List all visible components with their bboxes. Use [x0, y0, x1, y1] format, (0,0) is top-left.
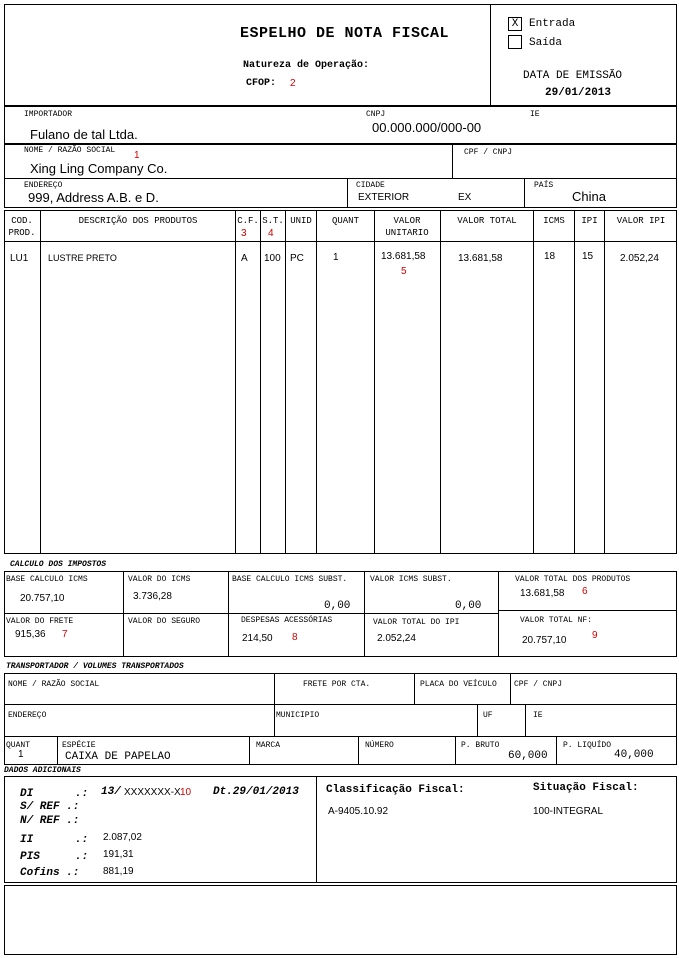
importador-label: IMPORTADOR — [24, 110, 73, 119]
sit-fiscal-value: 100-INTEGRAL — [533, 806, 604, 817]
col-divider-4 — [285, 210, 286, 554]
row-valor-ipi: 2.052,24 — [620, 253, 659, 264]
cidade-pais-divider — [524, 178, 525, 208]
endereco-label: ENDEREÇO — [24, 181, 63, 190]
transp-col-divider-11 — [556, 736, 557, 765]
row-descricao: LUSTRE PRETO — [48, 253, 117, 263]
col-divider-9 — [574, 210, 575, 554]
cfop-label: CFOP: — [246, 78, 277, 89]
endereco-value: 999, Address A.B. e D. — [28, 190, 159, 205]
di-label: DI — [20, 788, 34, 800]
ii-label: II — [20, 834, 34, 846]
transp-placa-label: PLACA DO VEÍCULO — [420, 680, 497, 689]
row-ipi: 15 — [582, 251, 594, 262]
seguro-label: VALOR DO SEGURO — [128, 617, 201, 626]
pis-colon: .: — [75, 851, 89, 863]
transp-col-divider-7 — [57, 736, 58, 765]
marker-3: 3 — [241, 228, 247, 239]
total-produtos-value: 13.681,58 — [520, 588, 565, 599]
col-divider-10 — [604, 210, 605, 554]
row-icms: 18 — [544, 251, 556, 262]
nome-value: Xing Ling Company Co. — [30, 161, 168, 176]
despesas-label: DESPESAS ACESSÓRIAS — [241, 616, 333, 625]
transp-col-divider-9 — [358, 736, 359, 765]
header-unid: UNID — [290, 216, 312, 226]
adicionais-section-title: DADOS ADICIONAIS — [4, 766, 81, 775]
data-emissao-label: DATA DE EMISSÃO — [523, 70, 623, 82]
natureza-label: Natureza de Operação: — [243, 60, 370, 71]
destinatario-row-divider — [4, 178, 677, 179]
impostos-col-divider-4 — [498, 571, 499, 657]
document-title: ESPELHO DE NOTA FISCAL — [240, 25, 450, 42]
transp-col-divider-2 — [414, 673, 415, 704]
col-divider-5 — [316, 210, 317, 554]
marker-10: 10 — [180, 787, 192, 798]
valor-icms-label: VALOR DO ICMS — [128, 575, 191, 584]
frete-value: 915,36 — [15, 629, 46, 640]
header-ipi: IPI — [581, 216, 598, 226]
di-date: Dt.29/01/2013 — [213, 786, 299, 798]
ii-value: 2.087,02 — [103, 832, 142, 843]
di-value: XXXXXXX-X — [124, 787, 181, 798]
pais-value: China — [572, 189, 606, 204]
sit-fiscal-label: Situação Fiscal: — [533, 782, 639, 794]
header-divider — [490, 4, 491, 106]
col-divider-2 — [235, 210, 236, 554]
marker-9: 9 — [592, 630, 598, 641]
marker-1: 1 — [134, 150, 140, 161]
col-divider-7 — [440, 210, 441, 554]
row-unid: PC — [290, 253, 304, 264]
cnpj-value: 00.000.000/000-00 — [372, 120, 482, 135]
bottom-notes-box — [4, 885, 677, 955]
marker-8: 8 — [292, 632, 298, 643]
base-icms-value: 20.757,10 — [20, 593, 65, 604]
header-quant: QUANT — [331, 216, 359, 226]
cofins-value: 881,19 — [103, 866, 134, 877]
header-cod: COD. PROD. — [8, 216, 36, 238]
transp-peso-liquido-label: P. LIQUÍDO — [563, 741, 612, 750]
transp-col-divider-1 — [274, 673, 275, 704]
transp-uf-label: UF — [483, 711, 493, 720]
transp-col-divider-8 — [249, 736, 250, 765]
cofins-label: Cofins .: — [20, 867, 80, 879]
transp-especie-label: ESPÉCIE — [62, 741, 96, 750]
transp-col-divider-6 — [525, 704, 526, 736]
transp-peso-bruto-label: P. BRUTO — [461, 741, 500, 750]
col-divider-8 — [533, 210, 534, 554]
nome-cpf-divider — [452, 144, 453, 178]
ii-colon: .: — [75, 834, 89, 846]
transp-municipio-label: MUNICIPIO — [276, 711, 320, 720]
header-descricao: DESCRIÇÃO DOS PRODUTOS — [78, 216, 198, 226]
transp-col-divider-10 — [455, 736, 456, 765]
di-prefix: 13/ — [101, 786, 121, 798]
transp-quant-label: QUANT — [6, 741, 31, 750]
transp-frete-label: FRETE POR CTA. — [303, 680, 371, 689]
marker-7: 7 — [62, 629, 68, 640]
base-icms-label: BASE CALCULO ICMS — [6, 575, 88, 584]
row-cod: LU1 — [10, 253, 29, 264]
valor-icms-value: 3.736,28 — [133, 591, 172, 602]
nome-label: NOME / RAZÃO SOCIAL — [24, 146, 116, 155]
total-ipi-value: 2.052,24 — [377, 633, 416, 644]
pis-value: 191,31 — [103, 849, 134, 860]
transportador-row-divider-1 — [4, 704, 677, 705]
transp-peso-bruto-value: 60,000 — [508, 750, 548, 762]
impostos-col-divider-1 — [123, 571, 124, 657]
impostos-col-divider-3 — [364, 571, 365, 657]
transp-especie-value: CAIXA DE PAPELAO — [65, 751, 171, 763]
valor-subst-value: 0,00 — [455, 600, 482, 612]
cnpj-label: CNPJ — [366, 110, 386, 119]
transp-cpf-label: CPF / CNPJ — [514, 680, 563, 689]
impostos-row-divider-left — [4, 613, 498, 614]
row-st: 100 — [264, 253, 281, 264]
transp-peso-liquido-value: 40,000 — [614, 749, 654, 761]
transp-quant-value: 1 — [18, 749, 24, 760]
header-cf: C.F. — [237, 216, 259, 226]
uf-value: EX — [458, 192, 472, 203]
class-fiscal-value: A-9405.10.92 — [328, 806, 389, 817]
transp-col-divider-5 — [477, 704, 478, 736]
entrada-checkbox[interactable]: X — [508, 17, 522, 31]
despesas-value: 214,50 — [242, 633, 273, 644]
nref-label: N/ REF .: — [20, 815, 80, 827]
adicionais-divider — [316, 776, 317, 883]
header-icms: ICMS — [543, 216, 565, 226]
total-ipi-label: VALOR TOTAL DO IPI — [373, 618, 460, 627]
total-nf-value: 20.757,10 — [522, 635, 567, 646]
sref-label: S/ REF .: — [20, 801, 80, 813]
valor-subst-label: VALOR ICMS SUBST. — [370, 575, 452, 584]
saida-checkbox[interactable] — [508, 35, 522, 49]
transp-col-divider-4 — [274, 704, 275, 736]
transp-ie-label: IE — [533, 711, 543, 720]
total-nf-label: VALOR TOTAL NF: — [520, 616, 593, 625]
frete-label: VALOR DO FRETE — [6, 617, 74, 626]
transp-endereco-label: ENDEREÇO — [8, 711, 47, 720]
col-divider-3 — [260, 210, 261, 554]
marker-2: 2 — [290, 78, 296, 89]
impostos-section-title: CALCULO DOS IMPOSTOS — [10, 560, 107, 569]
impostos-row-divider-right — [498, 610, 677, 611]
transp-nome-label: NOME / RAZÃO SOCIAL — [8, 680, 100, 689]
row-cf: A — [241, 253, 248, 264]
endereco-cidade-divider — [347, 178, 348, 208]
class-fiscal-label: Classificação Fiscal: — [326, 784, 465, 796]
transp-numero-label: NÚMERO — [365, 741, 394, 750]
cpf-cnpj-label: CPF / CNPJ — [464, 148, 513, 157]
marker-5: 5 — [401, 266, 407, 277]
header-valor-unitario: VALOR UNITARIO — [385, 216, 429, 238]
pais-label: PAÍS — [534, 181, 554, 190]
transportador-row-divider-2 — [4, 736, 677, 737]
header-valor-total: VALOR TOTAL — [457, 216, 517, 226]
transp-col-divider-3 — [510, 673, 511, 704]
products-header-divider — [4, 241, 677, 242]
importador-value: Fulano de tal Ltda. — [30, 127, 138, 142]
cidade-label: CIDADE — [356, 181, 385, 190]
cidade-value: EXTERIOR — [358, 192, 410, 203]
row-valor-total: 13.681,58 — [458, 253, 503, 264]
row-valor-unitario: 13.681,58 — [381, 251, 426, 262]
total-produtos-label: VALOR TOTAL DOS PRODUTOS — [515, 575, 631, 584]
pis-label: PIS — [20, 851, 40, 863]
impostos-col-divider-2 — [228, 571, 229, 657]
di-colon: .: — [75, 788, 89, 800]
row-quant: 1 — [333, 252, 339, 263]
header-valor-ipi: VALOR IPI — [616, 216, 666, 226]
transp-marca-label: MARCA — [256, 741, 281, 750]
marker-4: 4 — [268, 228, 274, 239]
entrada-label: Entrada — [529, 18, 576, 30]
ie-label: IE — [530, 110, 540, 119]
transportador-section-title: TRANSPORTADOR / VOLUMES TRANSPORTADOS — [6, 662, 184, 671]
col-divider-6 — [374, 210, 375, 554]
data-emissao-value: 29/01/2013 — [545, 87, 612, 99]
base-subst-label: BASE CALCULO ICMS SUBST. — [232, 575, 348, 584]
marker-6: 6 — [582, 586, 588, 597]
saida-label: Saída — [529, 37, 563, 49]
col-divider-1 — [40, 210, 41, 554]
base-subst-value: 0,00 — [324, 600, 351, 612]
header-st: S.T. — [262, 216, 284, 226]
